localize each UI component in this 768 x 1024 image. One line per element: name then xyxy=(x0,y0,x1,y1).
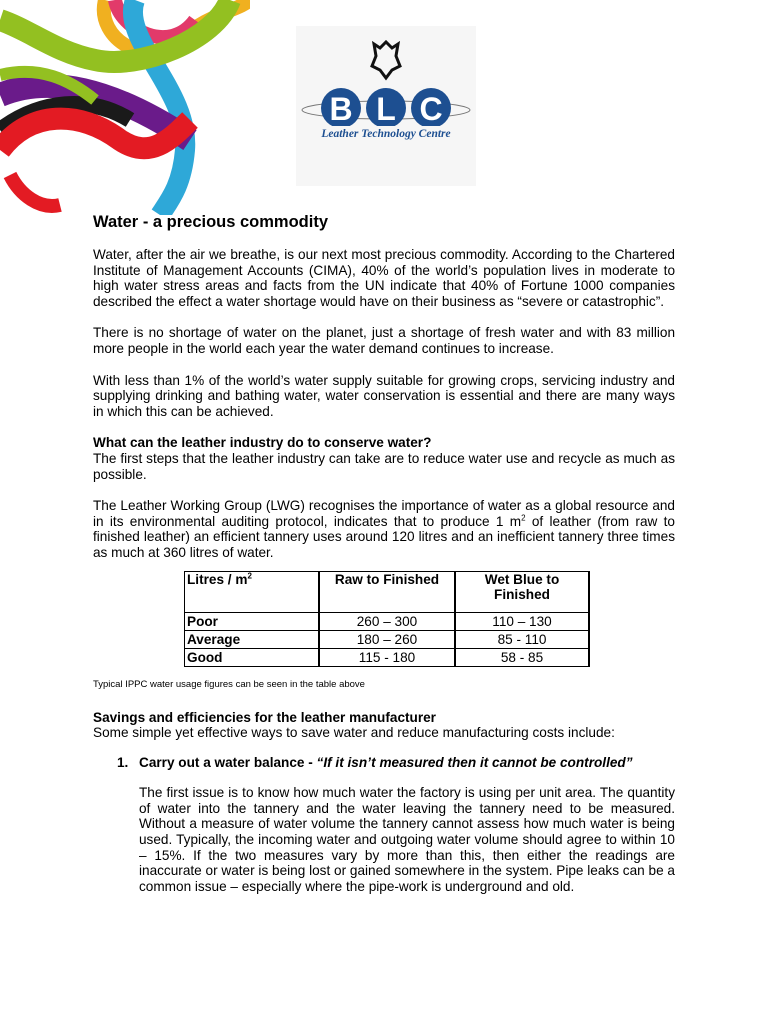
section-heading-savings: Savings and efficiencies for the leather manufacturer xyxy=(93,709,436,725)
table-header-raw: Raw to Finished xyxy=(319,571,455,612)
lwg-text-before: The Leather Working Group (LWG) recognises the importance of water as a global resource and in its environmental auditing protocol, indicates that to produce 1 m xyxy=(93,498,675,529)
table-header-row xyxy=(185,571,590,612)
logo-letter-b: B xyxy=(329,91,353,126)
decorative-swirl-graphic xyxy=(0,0,250,215)
list-item-heading xyxy=(117,755,675,771)
table-cell-wetblue: 58 - 85 xyxy=(455,648,589,666)
document-body xyxy=(93,212,675,894)
list-item-quote: “If it isn’t measured then it cannot be controlled” xyxy=(316,754,633,770)
paragraph-shortage: There is no shortage of water on the planet, just a shortage of fresh water and with 83 million more people in the world each year the water demand continues to increase. xyxy=(93,325,675,356)
lwg-superscript: 2 xyxy=(521,513,526,523)
paragraph-first-steps: The first steps that the leather industry can take are to reduce water use and recycle as much as possible. xyxy=(93,450,675,482)
list-item-number: 1. xyxy=(117,754,129,770)
table-caption: Typical IPPC water usage figures can be seen in the table above xyxy=(93,678,365,690)
paragraph-conservation: With less than 1% of the world’s water supply suitable for growing crops, servicing industry and supplying drinking and bathing water, water conservation is essential and there are many ways in which this can be achieved. xyxy=(93,372,675,419)
table-cell-label: Average xyxy=(185,630,320,648)
table-cell-label: Good xyxy=(185,648,320,666)
table-header-wetblue: Wet Blue to Finished xyxy=(455,571,589,612)
table-cell-raw: 115 - 180 xyxy=(319,648,455,666)
blc-logo-graphic xyxy=(296,26,476,126)
section-heading-conserve: What can the leather industry do to conserve water? xyxy=(93,435,432,451)
logo-letter-l: L xyxy=(376,91,396,126)
table-cell-label: Poor xyxy=(185,612,320,630)
paragraph-lwg xyxy=(93,498,675,560)
lwg-text-after: of leather (from raw to finished leather) an efficient tannery uses around 120 litres and an inefficient tannery three times as much at 360 litres of water. xyxy=(93,513,675,560)
list-item-body: The first issue is to know how much water the factory is using per unit area. The quantity of water into the tannery and the water leaving the tannery need to be measured. Without a measure of water volume the tannery cannot assess how much water is being used. Typically, the incoming water and outgoing water volume should agree to within 10 – 15%. If the two measures vary by more than this, then either the readings are inaccurate or water is being lost or gained somewhere in the system. Pipe leaks can be a common issue – especially where the pipe-work is underground and old. xyxy=(139,785,675,894)
table-row xyxy=(185,612,590,630)
table-row xyxy=(185,630,590,648)
water-usage-table xyxy=(184,571,590,667)
table-row xyxy=(185,648,590,666)
logo-tagline: Leather Technology Centre xyxy=(321,128,451,140)
paragraph-savings-intro: Some simple yet effective ways to save water and reduce manufacturing costs include: xyxy=(93,725,615,741)
blc-logo xyxy=(296,26,476,186)
table-cell-raw: 180 – 260 xyxy=(319,630,455,648)
table-cell-wetblue: 85 - 110 xyxy=(455,630,589,648)
logo-letter-c: C xyxy=(419,91,443,126)
page-title: Water - a precious commodity xyxy=(93,213,329,231)
table-cell-wetblue: 110 – 130 xyxy=(455,612,589,630)
list-item-title: Carry out a water balance - xyxy=(139,754,317,770)
table-header-litres: Litres / $m^2$ xyxy=(185,571,320,612)
paragraph-intro: Water, after the air we breathe, is our next most precious commodity. According to the Chartered Institute of Management Accounts (CIMA), 40% of the world’s population lives in moderate to high water stress areas and facts from the UN indicate that 40% of Fortune 1000 companies described the effect a water shortage would have on their business as “severe or catastrophic”. xyxy=(93,247,675,309)
table-cell-raw: 260 – 300 xyxy=(319,612,455,630)
savings-list xyxy=(117,755,675,895)
